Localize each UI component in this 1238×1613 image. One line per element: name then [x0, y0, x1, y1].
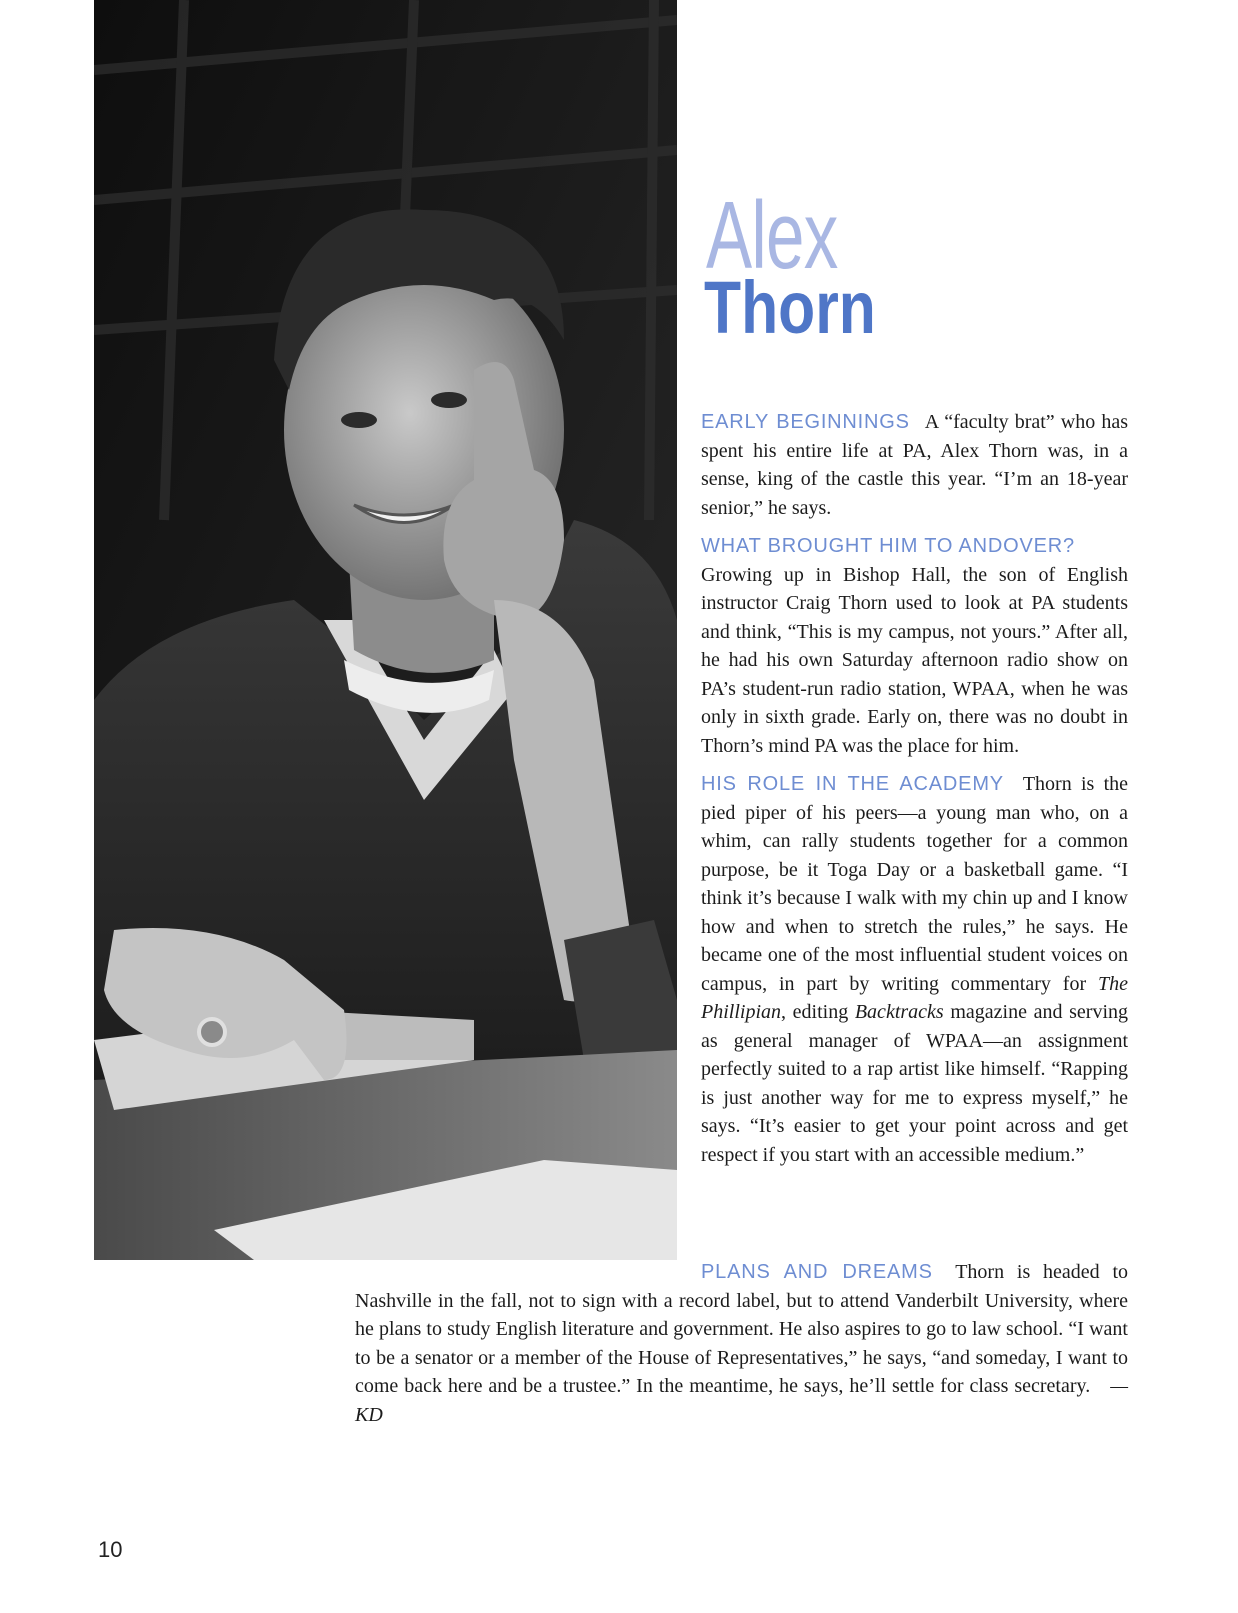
section-body: Thorn is headed to Nashville in the fall, not to sign with a record label, but to attend Vanderbilt University, where he plans to study English literature and government. He also aspires to go to law school. “I want to be a senator or a member of the House of Representatives,” he says, “and someday, I want to come back here and be a trustee.” In the meantime, he says, he’ll settle for class secretary.	[355, 1261, 1128, 1397]
section-plans-and-dreams	[355, 1258, 1128, 1429]
section-body: A “faculty brat” who has spent his entire life at PA, Alex Thorn was, in a sense, king of the castle this year. “I’m an 18-year senior,” he says.	[701, 411, 1128, 519]
section-role-in-academy	[701, 770, 1128, 1169]
section-heading: EARLY BEGINNINGS	[701, 411, 910, 433]
portrait-photo	[94, 0, 677, 1260]
section-body: magazine and serving as general manager of WPAA—an assignment perfectly suited to a rap artist like himself. “Rapping is just another way for me to express myself,” he says. “It’s easier to get your point across and get respect if you start with an accessible medium.”	[701, 1001, 1129, 1166]
last-name: Thorn	[704, 266, 876, 349]
author-signature: —KD	[355, 1375, 1128, 1426]
section-heading: PLANS AND DREAMS	[701, 1261, 933, 1283]
section-body: Thorn is the pied piper of his peers—a young man who, on a whim, can rally students together for a common purpose, be it Toga Day or a basketball game. “I think it’s because I walk with my chin up and I know how and when to stretch the rules,” he says. He became one of the most influential student voices on campus, in part by writing commentary for	[701, 773, 1129, 995]
article-column	[701, 408, 1128, 1179]
section-early-beginnings	[701, 408, 1128, 522]
section-body: , editing	[781, 1001, 855, 1023]
section-what-brought-him	[701, 532, 1128, 760]
section-body: Growing up in Bishop Hall, the son of English instructor Craig Thorn used to look at PA students and think, “This is my campus, not yours.” After all, he had his own Saturday afternoon radio show on PA’s student-run radio station, WPAA, when he was only in sixth grade. Early on, there was no doubt in Thorn’s mind PA was the place for him.	[701, 563, 1128, 757]
section-heading: HIS ROLE IN THE ACADEMY	[701, 773, 1004, 795]
first-name: Alex	[706, 182, 838, 289]
publication-title: The Phillipian	[701, 972, 1128, 1023]
page-number: 10	[98, 1537, 123, 1562]
publication-title: Backtracks	[854, 1001, 944, 1023]
section-heading: WHAT BROUGHT HIM TO ANDOVER?	[701, 535, 1075, 557]
